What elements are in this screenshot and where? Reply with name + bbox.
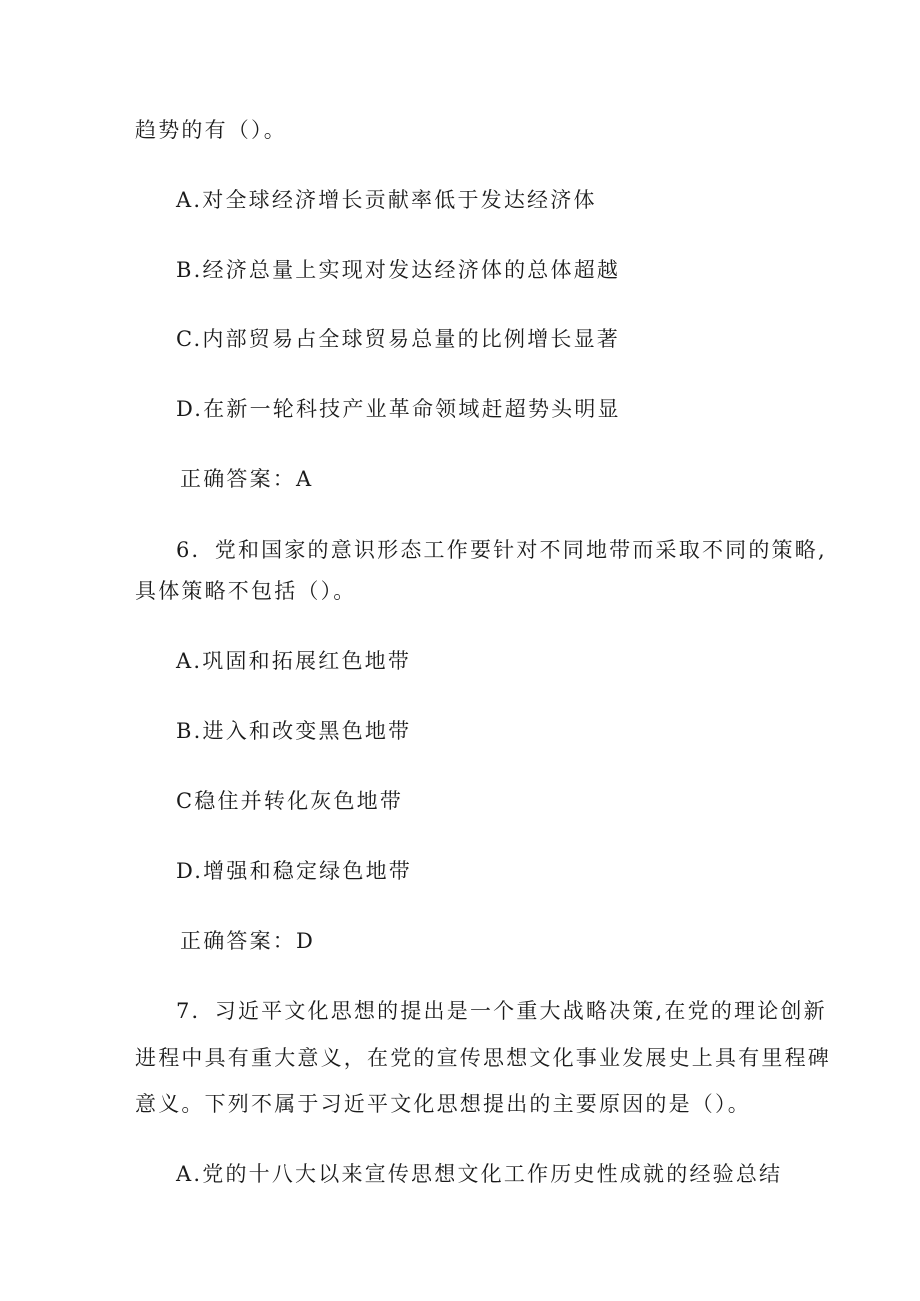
q6-option-d: D.增强和稳定绿色地带 — [176, 859, 412, 883]
q7-stem-line-2: 进程中具有重大意义，在党的宣传思想文化事业发展史上具有里程碑 — [135, 1046, 831, 1070]
q7-stem-line-1: 7．习近平文化思想的提出是一个重大战略决策,在党的理论创新 — [176, 999, 827, 1023]
q6-answer: 正确答案：D — [180, 929, 316, 953]
q6-option-b: B.进入和改变黑色地带 — [176, 719, 412, 743]
q5-option-c: C.内部贸易占全球贸易总量的比例增长显著 — [176, 327, 620, 351]
q6-stem-line-1: 6．党和国家的意识形态工作要针对不同地带而采取不同的策略, — [176, 538, 827, 562]
q6-option-c: C稳住并转化灰色地带 — [176, 789, 404, 813]
q6-stem-line-2: 具体策略不包括（）。 — [135, 579, 357, 603]
q7-stem-line-3: 意义。下列不属于习近平文化思想提出的主要原因的是（）。 — [135, 1092, 751, 1116]
q6-option-a: A.巩固和拓展红色地带 — [176, 649, 412, 673]
q5-option-d: D.在新一轮科技产业革命领域赶超势头明显 — [176, 397, 621, 421]
q5-answer: 正确答案：A — [180, 467, 314, 491]
q5-option-b: B.经济总量上实现对发达经济体的总体超越 — [176, 258, 621, 282]
q5-option-a: A.对全球经济增长贡献率低于发达经济体 — [176, 188, 597, 212]
q7-option-a: A.党的十八大以来宣传思想文化工作历史性成就的经验总结 — [176, 1162, 783, 1186]
q5-stem-tail: 趋势的有（）。 — [135, 118, 287, 142]
